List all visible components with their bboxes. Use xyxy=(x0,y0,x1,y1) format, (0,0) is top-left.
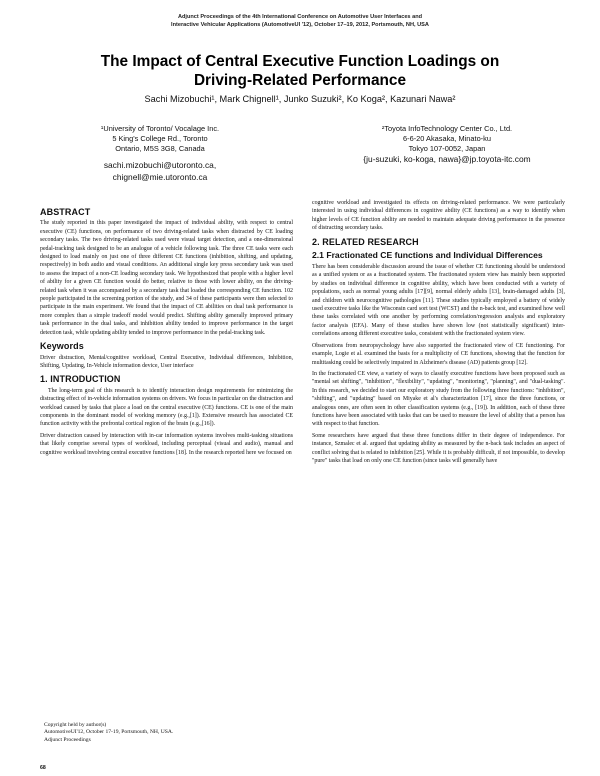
author-list: Sachi Mizobuchi¹, Mark Chignell¹, Junko Suzuki², Ko Koga², Kazunari Nawa² xyxy=(144,94,456,104)
affiliation-left-line-3: Ontario, M5S 3G8, Canada xyxy=(115,143,205,153)
copyright-line-1: Copyright held by author(s) xyxy=(44,722,107,728)
conference-header xyxy=(0,13,600,29)
copyright-line-2: AutomotiveUI'12, October 17-19, Portsmouth, NH, USA. xyxy=(44,729,174,736)
introduction-paragraph-1: The long-term goal of this research is to identify interaction design requirements for minimizing the distracting effect of in-vehicle information systems on drivers. We focus in particular on the distraction and workload caused by tasks that place a load on the central executive (CE) functions. CE is one of the main components in the dominant model of working memory (e.g.,[1]). Extensive research has associated CE function activity with the prefrontal cortical region of the brain (e.g.,[16]). xyxy=(40,387,293,428)
affiliation-right-line-2: 6-6-20 Akasaka, Minato-ku xyxy=(403,133,491,143)
introduction-paragraph-2: Driver distraction caused by interaction with in-car information systems involves multi-tasking situations that likely comprise several types of workload, including perceptual (visual and audio), manual and cognitive workload involving central executive functions [18]. In the research reported here we focused on xyxy=(40,432,293,456)
keywords-text: Driver distraction, Mental/cognitive workload, Central Executive, Individual differences, Inhibition, Shifting, Updating, In-Vehicle information device, User interface xyxy=(40,354,293,369)
copyright-notice xyxy=(44,722,284,744)
affiliation-left-line-1: ¹University of Toronto/ Vocalage Inc. xyxy=(100,124,220,133)
page-number: 68 xyxy=(40,765,46,771)
fractionated-ce-subheading: 2.1 Fractionated CE functions and Individual Differences xyxy=(312,250,543,261)
abstract-text: The study reported in this paper investigated the impact of individual ability, with respect to central executive (CE) functions, on performance of two driving-related tasks when distracted by CE loading secondary tasks. The two driving-related tasks used were visual target detection, and a one-dimensional pedal-tracking task designed to be an analogue of a vehicle following task. The three CE tasks were each designed to load mainly on just one of three different CE functions (inhibition, shifting, and updating, respectively) in both audio and visual conditions. An additional single key press secondary task was used to assess the impact of a non-CE loading secondary task. We hypothesized that people with a higher level of ability for a given CE function would do better, relative to those with lower ability, on the driving-related task when it was accompanied by a secondary task that loaded the corresponding CE function. 102 people participated in the screening portion of the study, and 34 of these participants were then selected to participate in the main experiment. We found that the impact of CE abilities on dual task performance is more complex than a simple tradeoff model would predict. Shifting ability generally improved primary task performance in the dual tasks, and inhibition ability tended to improve performance in the target detection task, while updating ability tended to improve performance in the pedal-tracking task. xyxy=(40,220,293,336)
affiliation-right-email-1: {ju-suzuki, ko-koga, nawa}@jp.toyota-itc.com xyxy=(363,153,531,164)
abstract-heading: ABSTRACT xyxy=(40,207,91,217)
related-paragraph-1: There has been considerable discussion around the issue of whether CE functioning should be understood as a unified system or as a fractionated system. The fractionated system view has mainly been supported by studies on individual difference in cognitive ability, which have been conducted with a variety of populations, such as normal young adults [17][9], normal elderly adults [13], brain-damaged adults [3], and children with neurocognitive pathologies [11]. These studies typically employed a battery of widely used executive tasks like the Wisconsin card sort test (WCST) and the n-back test, and examined how well these tasks correlated with one another by performing correlation/regression analysis and exploratory factor analysis (EFA). Many of these studies have shown low (not statistically significant) inter-correlations among different executive tasks, consistent with the fractionated system view. xyxy=(312,264,565,338)
related-paragraph-4: Some researchers have argued that these three functions differ in their degree of independence. For instance, Szmalec et al. argued that updating ability as measured by the n-back task includes an aspect of conflict solving that is related to inhibition [25]. While it is probably difficult, if not impossible, to develop "pure" tasks that load on only one CE function (since tasks will generally have xyxy=(312,432,565,464)
header-line-2: Interactive Vehicular Applications (AutomotiveUI '12), October 17–19, 2012, Portsmouth, NH, USA xyxy=(171,22,429,29)
affiliation-right-line-1: ²Toyota InfoTechnology Center Co., Ltd. xyxy=(381,124,513,133)
affiliation-right-line-3: Tokyo 107-0052, Japan xyxy=(408,143,486,153)
title-line-1: The Impact of Central Executive Function Loadings on xyxy=(100,53,500,70)
title-line-2: Driving-Related Performance xyxy=(193,72,407,90)
affiliation-left xyxy=(60,124,260,183)
keywords-heading: Keywords xyxy=(40,341,84,352)
affiliation-left-email-2: chignell@mie.utoronto.ca xyxy=(112,171,208,182)
affiliation-right xyxy=(332,124,562,166)
left-column xyxy=(40,203,293,460)
related-paragraph-3: In the fractionated CE view, a variety of ways to classify executive functions have been proposed such as "mental set shifting", "inhibition", "flexibility", "updating", "monitoring", "planning", and "dual-tasking". In this research, we decided to start our exploratory study from the following three functions: "inhibition", "shifting", and "updating" based on Miyake et al's characterization [17], since the three functions, or analogous ones, are often seen in other classification systems (e.g., [19]). In addition, each of these three functions have been associated with tasks that can be used to measure the level of ability that a person has with respect to that function. xyxy=(312,370,565,428)
affiliation-left-line-2: 5 King's College Rd., Toronto xyxy=(112,133,208,143)
affiliation-left-email-1: sachi.mizobuchi@utoronto.ca, xyxy=(103,159,217,170)
introduction-continuation: cognitive workload and investigated its effects on driving-related performance. We were particularly interested in using individual differences in cognitive ability (CE functions) as a way to identify when higher levels of CE function ability are needed to maintain adequate driving performance in the presence of distracting secondary tasks. xyxy=(312,200,565,232)
related-research-heading: 2. RELATED RESEARCH xyxy=(312,236,419,247)
related-paragraph-2: Observations from neuropsychology have also supported the fractionated view of CE functioning. For example, Logie et al. examined the basis for a multiplicity of CE functions, showing that the function for multitasking could be selectively impaired in Alzheimer's disease (AD) patients group [12]. xyxy=(312,342,565,366)
copyright-line-3: Adjunct Proceedings xyxy=(44,736,91,743)
header-line-1: Adjunct Proceedings of the 4th International Conference on Automotive User Interfaces and xyxy=(177,14,423,20)
right-column xyxy=(312,199,565,468)
paper-title xyxy=(40,52,560,91)
introduction-heading: 1. INTRODUCTION xyxy=(40,374,121,385)
